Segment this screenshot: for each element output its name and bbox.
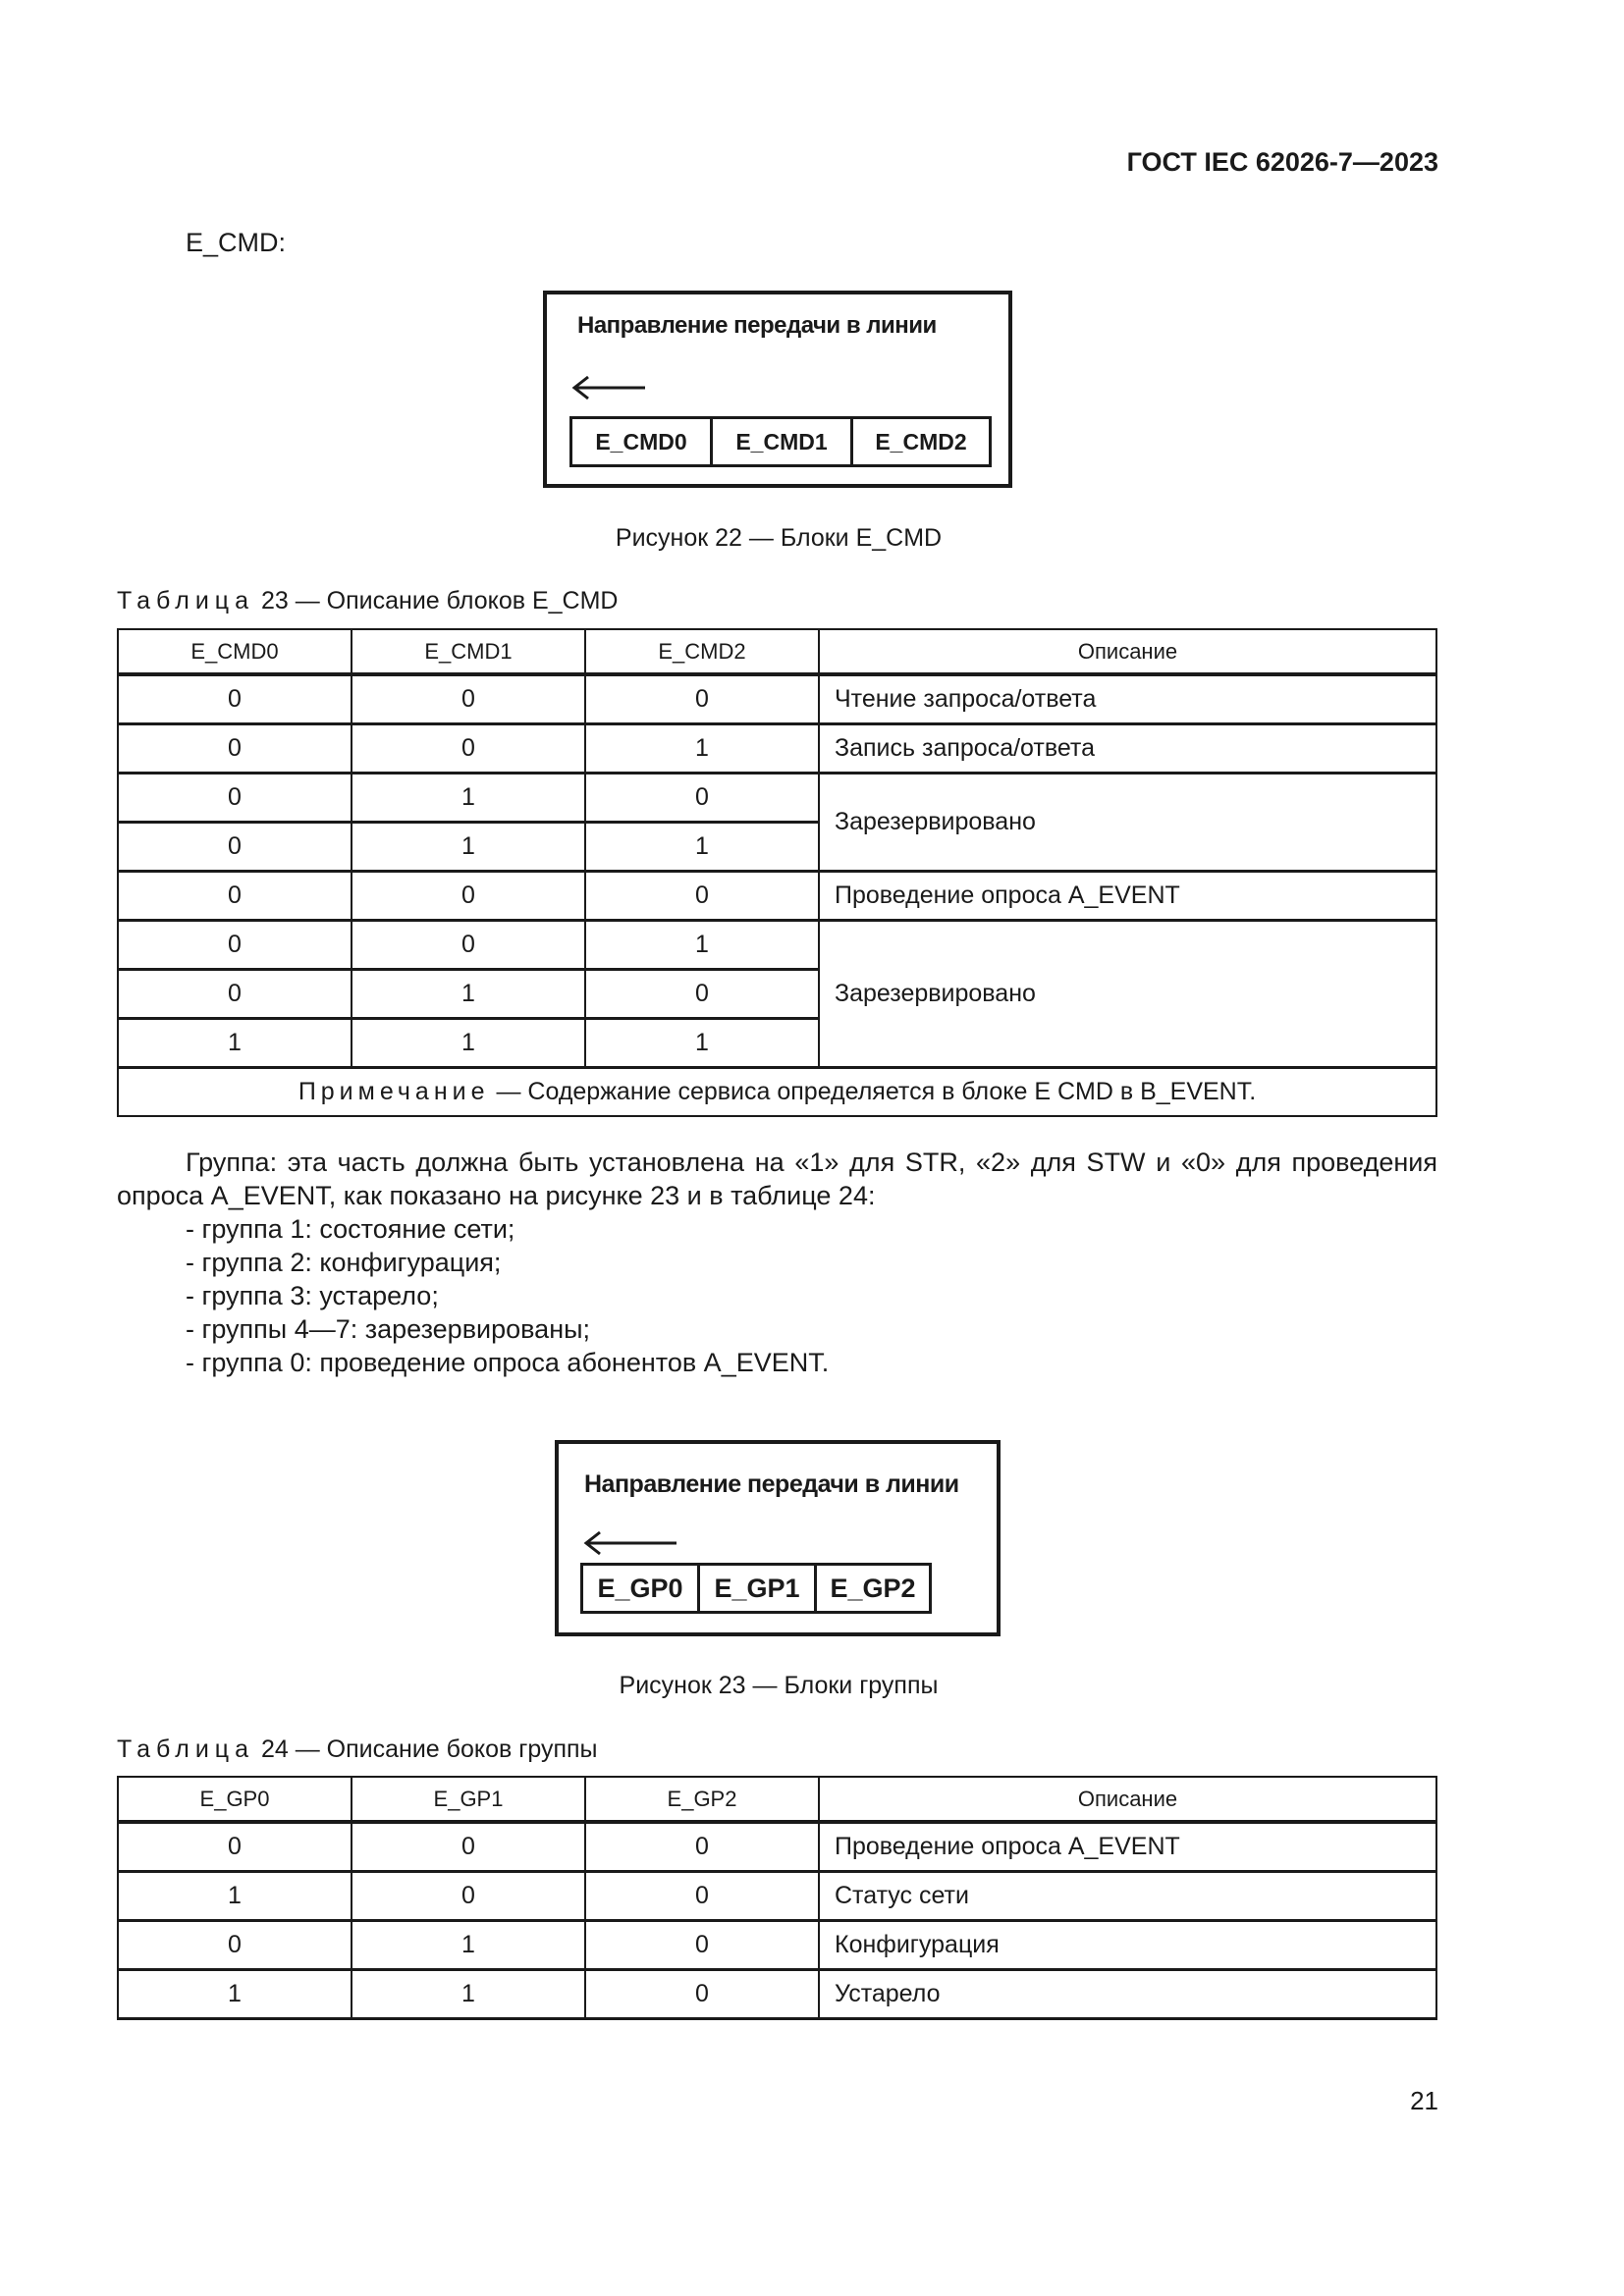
table-cell: 0 [118, 920, 352, 969]
table-cell: 0 [118, 674, 352, 723]
figure-23-blocks [580, 1563, 932, 1614]
table-24-caption-label: Таблица [117, 1735, 255, 1763]
table-cell: 0 [585, 1822, 819, 1871]
list-item: - группа 0: проведение опроса абонентов A_EVENT. [186, 1346, 1437, 1379]
table-cell: 0 [352, 674, 585, 723]
table-cell: 0 [118, 822, 352, 871]
table-cell-description: Чтение запроса/ответа [819, 674, 1436, 723]
block-e-cmd2: E_CMD2 [875, 428, 967, 454]
table-23-caption-label: Таблица [117, 587, 255, 614]
block-e-cmd1: E_CMD1 [713, 419, 853, 464]
document-header: ГОСТ IEC 62026-7—2023 [1126, 147, 1438, 177]
table-cell-description: Зарезервировано [819, 920, 1436, 1067]
table-header: Описание [819, 629, 1436, 674]
table-note-text: — Содержание сервиса определяется в блоке E CMD в B_EVENT. [489, 1077, 1257, 1105]
table-cell-description: Проведение опроса A_EVENT [819, 1822, 1436, 1871]
table-cell: 1 [585, 723, 819, 773]
table-cell: 0 [118, 773, 352, 822]
table-header: Описание [819, 1777, 1436, 1822]
table-cell-description: Конфигурация [819, 1920, 1436, 1969]
table-cell: 1 [585, 822, 819, 871]
table-row [118, 1822, 1436, 1871]
table-cell: 0 [585, 1920, 819, 1969]
lead-text: E_CMD: [186, 228, 287, 257]
arrow-left-icon [582, 1530, 678, 1556]
body-paragraph [117, 1146, 1437, 1379]
table-cell: 0 [585, 773, 819, 822]
table-row [118, 674, 1436, 723]
table-header: E_GP1 [352, 1777, 585, 1822]
table-23-caption [117, 587, 618, 615]
table-cell-description: Статус сети [819, 1871, 1436, 1920]
figure-22-title: Направление передачи в линии [577, 312, 937, 339]
table-row [118, 1871, 1436, 1920]
table-header: E_GP0 [118, 1777, 352, 1822]
table-cell: 0 [585, 674, 819, 723]
table-row [118, 871, 1436, 920]
table-cell: 0 [352, 723, 585, 773]
table-cell: 1 [352, 822, 585, 871]
table-row [118, 773, 1436, 822]
figure-23-box [555, 1440, 1001, 1636]
list-item: - группа 1: состояние сети; [186, 1212, 1437, 1246]
table-cell-description: Проведение опроса A_EVENT [819, 871, 1436, 920]
table-cell: 1 [352, 1969, 585, 2018]
figure-22-caption: Рисунок 22 — Блоки E_CMD [615, 524, 943, 552]
block-e-gp0: E_GP0 [583, 1566, 700, 1611]
table-cell-description: Зарезервировано [819, 773, 1436, 871]
table-cell: 0 [585, 1969, 819, 2018]
table-cell: 1 [352, 1920, 585, 1969]
table-cell: 0 [585, 969, 819, 1018]
table-cell: 0 [352, 920, 585, 969]
paragraph-text: Группа: эта часть должна быть установлена на «1» для STR, «2» для STW и «0» для проведения опроса A_EVENT, как показано на рисунке 23 и в таблице 24: [117, 1148, 1437, 1210]
table-cell: 1 [352, 969, 585, 1018]
table-cell: 1 [118, 1871, 352, 1920]
figure-22-blocks [569, 416, 992, 467]
table-24-caption-text: 24 — Описание боков группы [254, 1735, 598, 1763]
table-23 [117, 628, 1437, 1117]
table-cell: 0 [352, 1871, 585, 1920]
table-cell: 0 [585, 871, 819, 920]
list-item: - группа 3: устарело; [186, 1279, 1437, 1312]
table-header: E_CMD2 [585, 629, 819, 674]
figure-23-title: Направление передачи в линии [584, 1470, 959, 1498]
figure-22-box [543, 291, 1012, 488]
table-row [118, 1969, 1436, 2018]
table-cell: 1 [118, 1969, 352, 2018]
block-e-gp1: E_GP1 [700, 1566, 817, 1611]
table-note [118, 1067, 1436, 1116]
table-header: E_CMD0 [118, 629, 352, 674]
figure-23-caption: Рисунок 23 — Блоки группы [619, 1672, 939, 1699]
group-list [117, 1212, 1437, 1379]
table-23-caption-text: 23 — Описание блоков E_CMD [254, 587, 619, 614]
table-cell: 0 [352, 871, 585, 920]
table-cell: 1 [585, 1018, 819, 1067]
table-row [118, 920, 1436, 969]
table-header: E_CMD1 [352, 629, 585, 674]
block-e-cmd0: E_CMD0 [572, 419, 713, 464]
table-cell: 1 [352, 773, 585, 822]
table-cell: 0 [118, 1822, 352, 1871]
table-cell-description: Устарело [819, 1969, 1436, 2018]
list-item: - группа 2: конфигурация; [186, 1246, 1437, 1279]
table-cell-description: Запись запроса/ответа [819, 723, 1436, 773]
block-e-gp2: E_GP2 [830, 1573, 916, 1603]
table-row [118, 723, 1436, 773]
table-cell: 1 [352, 1018, 585, 1067]
arrow-left-icon [570, 375, 647, 400]
table-cell: 0 [118, 1920, 352, 1969]
table-note-label: Примечание [298, 1077, 490, 1105]
table-row [118, 1920, 1436, 1969]
table-24-caption [117, 1735, 598, 1764]
table-cell: 0 [352, 1822, 585, 1871]
table-cell: 0 [118, 969, 352, 1018]
table-cell: 0 [118, 723, 352, 773]
table-cell: 0 [585, 1871, 819, 1920]
page-number: 21 [1410, 2086, 1438, 2115]
table-cell: 1 [118, 1018, 352, 1067]
table-24 [117, 1776, 1437, 2020]
table-note-row [118, 1067, 1436, 1116]
list-item: - группы 4—7: зарезервированы; [186, 1312, 1437, 1346]
table-cell: 1 [585, 920, 819, 969]
table-header: E_GP2 [585, 1777, 819, 1822]
table-cell: 0 [118, 871, 352, 920]
